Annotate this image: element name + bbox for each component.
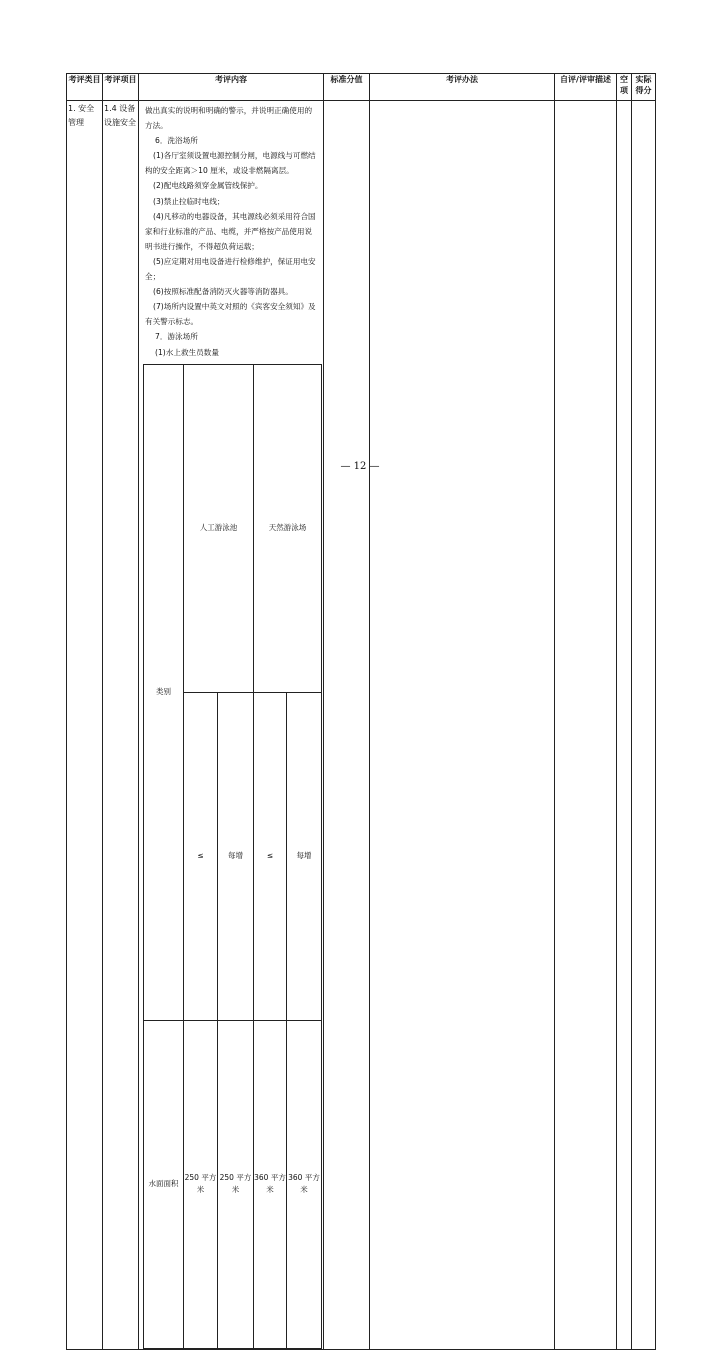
empty-item-cell [617,101,632,1350]
category-text: 1. 安全管理 [68,104,95,127]
sub-value: 250 平方米 [218,1020,254,1348]
content-line: (1)各厅室须设置电源控制分闸，电源线与可燃结构的安全距离＞10 厘米，或设非燃隔离层。 [145,151,316,176]
header-empty-item: 空项 [617,74,632,101]
sub-value: 360 平方米 [254,1020,287,1348]
content-line: (5)应定期对用电设备进行检修维护，保证用电安全； [145,256,316,282]
header-row [67,74,656,101]
item-text: 1.4 设备设施安全 [104,104,136,127]
sub-indoor-pool: 人工游泳池 [184,364,254,692]
content-line: (4)凡移动的电器设备，其电源线必须采用符合国家和行业标准的产品、电缆，并严格按产品使用说明书进行操作，不得超负荷运载； [145,211,316,251]
sub-value: 250 平方米 [184,1020,218,1348]
header-score: 标准分值 [324,74,370,101]
content-line: 6．洗浴场所 [155,136,198,146]
sub-category-label: 类别 [144,364,184,1020]
content-line: 7．游泳场所 [155,332,198,342]
header-actual-score: 实际得分 [632,74,656,101]
sub-each-add: 每增 [287,692,322,1020]
content-line: (1)水上救生员数量 [155,347,219,357]
sub-le: ≤ [254,692,287,1020]
header-method: 考评办法 [370,74,555,101]
header-self-eval: 自评/评审描述 [555,74,617,101]
sub-le: ≤ [184,692,218,1020]
category-cell [67,101,103,1350]
header-category: 考评类目 [67,74,103,101]
header-content: 考评内容 [139,74,324,101]
header-item: 考评项目 [103,74,139,101]
sub-row-label: 水面面积 [144,1020,184,1348]
content-cell [139,101,324,1350]
method-cell [370,101,555,1350]
score-cell [324,101,370,1350]
content-line: (7)场所内设置中英文对照的《宾客安全须知》及有关警示标志。 [145,302,316,327]
table-row [67,101,656,1350]
assessment-table [66,73,656,1350]
sub-value: 360 平方米 [287,1020,322,1348]
sub-each-add: 每增 [218,692,254,1020]
content-text [139,101,323,360]
self-eval-cell [555,101,617,1350]
item-cell [103,101,139,1350]
content-line: 做出真实的说明和明确的警示，并说明正确使用的方法。 [145,106,313,131]
content-line: (3)禁止拉临时电线； [153,196,225,206]
page-number: — 12 — [340,461,380,472]
sub-natural-beach: 天然游泳场 [254,364,322,692]
actual-score-cell [632,101,656,1350]
content-line: (2)配电线路须穿金属管线保护。 [153,181,263,191]
lifeguard-table [143,364,322,1349]
content-line: (6)按照标准配备消防灭火器等消防器具。 [153,287,293,297]
